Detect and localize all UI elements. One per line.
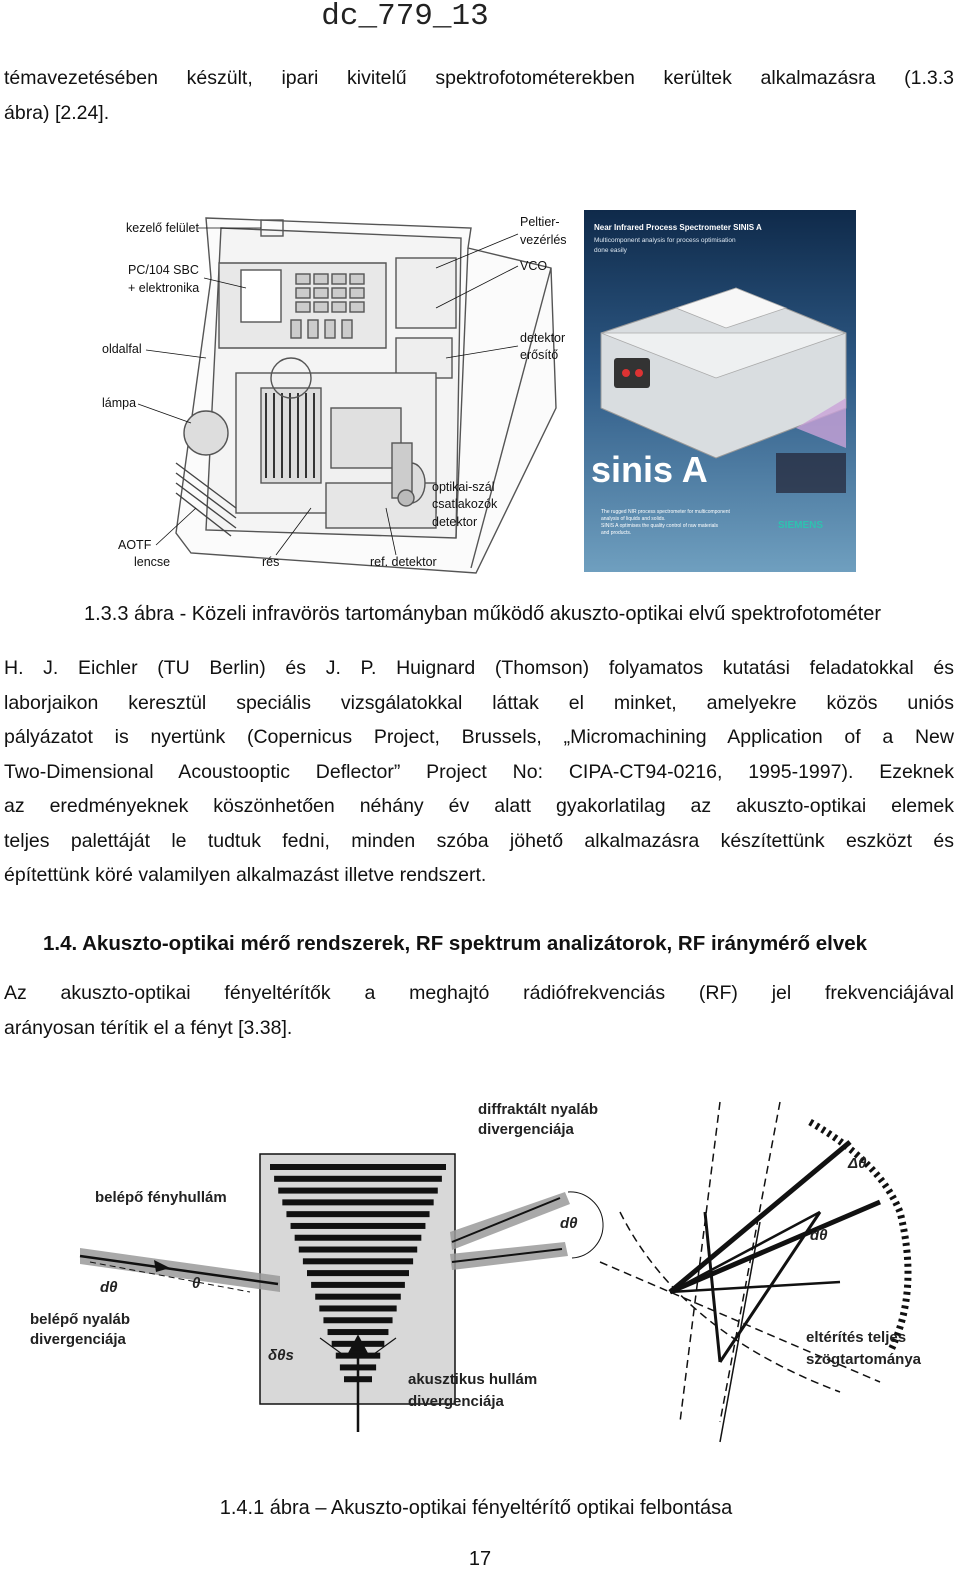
label-belepo-div: divergenciája [30, 1331, 126, 1348]
label-ref-detektor: ref. detektor [370, 555, 437, 569]
text-line: arányosan térítik el a fényt [3.38]. [4, 1016, 293, 1039]
figure-caption-1: 1.3.3 ábra - Közeli infravörös tartományban működő akuszto-optikai elvű spektrofotométer [83, 603, 882, 625]
acoustic-fringe [303, 1258, 413, 1264]
spectrometer-drawing [176, 218, 559, 573]
text-line: teljes palettáját le tudtuk fedni, minden szóba jöhető alkalmazásra készítettünk eszközt és [4, 829, 954, 852]
text-line: építettünk köré valamilyen alkalmazást illetve rendszert. [4, 864, 487, 886]
section-heading: 1.4. Akuszto-optikai mérő rendszerek, RF spektrum analizátorok, RF iránymérő elvek [43, 932, 868, 955]
text-line: H. J. Eichler (TU Berlin) és J. P. Huignard (Thomson) folyamatos kutatási feladatokkal és [4, 657, 954, 679]
label-belepo-nyalab: belépő nyaláb [30, 1311, 131, 1328]
brochure-fine-1: The rugged NIR process spectrometer for multicomponent [601, 509, 730, 515]
label-dtheta-s: δθs [268, 1347, 294, 1364]
siemens-logo: SIEMENS [778, 520, 824, 531]
deflection-geometry [600, 1102, 908, 1442]
label-csatlakozok: csatlakozók [432, 497, 498, 511]
acoustic-fringe [286, 1211, 429, 1217]
paragraph-intro [4, 61, 954, 130]
label-aotf: AOTF [118, 538, 152, 552]
figure-caption-2: 1.4.1 ábra – Akuszto-optikai fényeltérítő optikai felbontása [219, 1497, 733, 1519]
label-peltier: Peltier- [520, 215, 560, 229]
label-pc104: PC/104 SBC [128, 263, 199, 277]
brochure-subline-2: done easily [594, 247, 627, 254]
label-akusztikus-div: divergenciája [408, 1393, 504, 1410]
text-line: az eredményeknek köszönhetően néhány év alatt gyakorlatilag az akuszto-optikai elemek [4, 795, 954, 817]
brochure-fine-3: SINIS A optimises the quality control of raw materials [601, 523, 718, 529]
label-belepo-fenyhullam: belépő fényhullám [95, 1189, 227, 1206]
acoustic-fringe [328, 1329, 389, 1335]
text-line: ábra) [2.24]. [4, 101, 110, 124]
label-vco: VCO [520, 259, 548, 273]
text-line: laborjaikon keresztül speciális vizsgálatokkal láttak el minket, amelyekre közös uniós [4, 691, 954, 714]
label-diffraktalt-div: divergenciája [478, 1121, 574, 1138]
label-dtheta-right: dθ [810, 1227, 828, 1244]
label-dtheta-out: dθ [560, 1215, 578, 1232]
acoustic-fringe [278, 1188, 438, 1194]
label-elektronika: + elektronika [128, 281, 200, 295]
acoustic-fringe [311, 1282, 405, 1288]
label-detektor-2: detektor [432, 515, 478, 529]
label-erosito: erősítő [520, 348, 559, 362]
text-line: Two-Dimensional Acoustooptic Deflector” Project No: CIPA-CT94-0216, 1995-1997). Ezeknek [4, 760, 954, 783]
brochure-brand: sinis A [591, 449, 708, 490]
label-optikai-szal: optikai-szál [432, 480, 495, 494]
page-number: 17 [468, 1548, 492, 1570]
label-delta-theta: Δθ [848, 1155, 867, 1172]
text-line: pályázatot is nyertünk (Copernicus Project, Brussels, „Micromachining Application of a New [4, 726, 954, 748]
acoustic-fringe [323, 1317, 392, 1323]
acoustic-fringe [291, 1223, 426, 1229]
label-res: rés [262, 555, 280, 569]
label-vezerles: vezérlés [520, 233, 567, 247]
figure-spectrophotometer [96, 208, 856, 574]
text-line: Az akuszto-optikai fényeltérítők a meghajtó rádiófrekvenciás (RF) jel frekvenciájával [4, 982, 954, 1004]
acoustic-fringe [282, 1199, 433, 1205]
acoustic-fringe [299, 1247, 417, 1253]
paragraph-cooperation [4, 651, 954, 893]
label-lencse: lencse [134, 555, 171, 569]
paragraph-deflector [4, 976, 954, 1045]
diffracted-beams [450, 1192, 603, 1270]
acoustic-fringe [315, 1294, 401, 1300]
figure-acousto-optic-resolution [20, 1092, 950, 1452]
brochure-fine-4: and products. [601, 530, 632, 536]
label-theta: θ [192, 1275, 201, 1292]
label-dtheta-in: dθ [100, 1279, 118, 1296]
acoustic-fringe [307, 1270, 409, 1276]
label-akusztikus: akusztikus hullám [408, 1371, 538, 1388]
brochure-subline: Multicomponent analysis for process optimisation [594, 237, 736, 244]
acoustic-fringe [274, 1176, 442, 1182]
label-elterites-range: szögtartománya [806, 1351, 922, 1368]
label-kezelo-felulet: kezelő felület [126, 221, 199, 235]
brochure-fine-2: analysis of liquids and solids. [601, 516, 666, 522]
text-line: témavezetésében készült, ipari kivitelű spektrofotométerekben kerültek alkalmazásra (1.3.3 [4, 67, 954, 89]
acoustic-fringe [295, 1235, 422, 1241]
brochure-headline: Near Infrared Process Spectrometer SINIS A [594, 223, 762, 232]
product-brochure [584, 210, 856, 572]
acoustic-fringe [319, 1305, 396, 1311]
label-oldalfal: oldalfal [102, 342, 142, 356]
label-diffraktalt: diffraktált nyaláb [478, 1101, 599, 1118]
document-id-header: dc_779_13 [321, 0, 489, 34]
label-detektor: detektor [520, 331, 566, 345]
label-lampa: lámpa [102, 396, 137, 410]
label-elterites: eltérítés teljes [806, 1329, 907, 1346]
acoustic-fringe [270, 1164, 446, 1170]
